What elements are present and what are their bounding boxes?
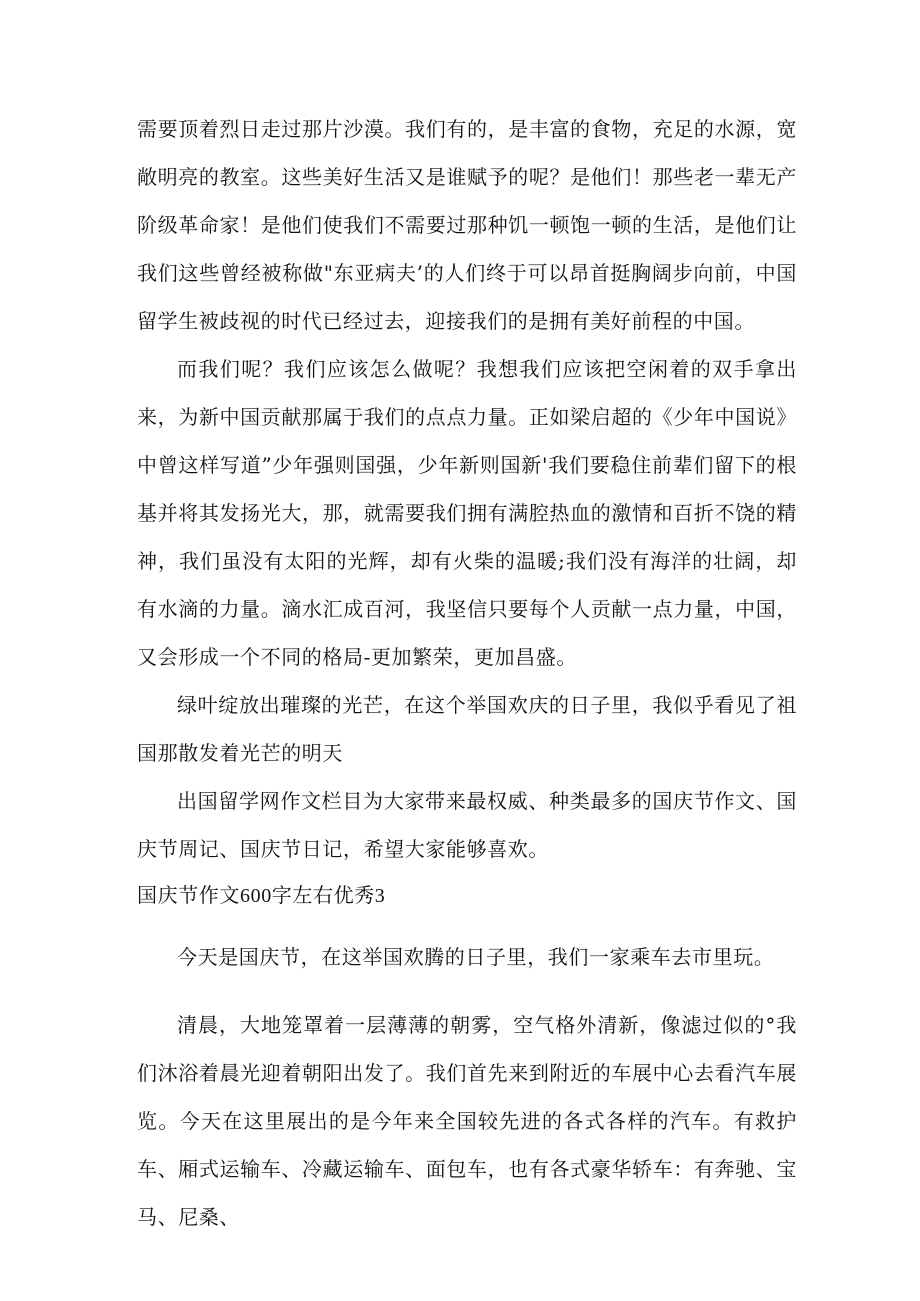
paragraph-3: 绿叶绽放出璀璨的光芒，在这个举国欢庆的日子里，我似乎看见了祖国那散发着光芒的明天 — [137, 693, 797, 765]
section-heading: 国庆节作文600字左右优秀3 — [137, 885, 386, 907]
section-heading-block — [137, 872, 797, 920]
paragraph-5: 今天是国庆节，在这举国欢腾的日子里，我们一家乘车去市里玩。 — [177, 945, 775, 969]
paragraph-1: 需要顶着烈日走过那片沙漠。我们有的，是丰富的食物，充足的水源，宽敞明亮的教室。这些美好生活又是谁赋予的呢？是他们！那些老一辈无产阶级革命家！是他们使我们不需要过那种饥一顿饱一顿的生活，是他们让我们这些曾经被称做"东亚病夫’的人们终于可以昂首挺胸阔步向前，中国留学生被歧视的时代已经过去，迎接我们的是拥有美好前程的中国。 — [137, 117, 797, 333]
document-body-continued — [137, 933, 797, 1241]
paragraph-6: 清晨，大地笼罩着一层薄薄的朝雾，空气格外清新，像滤过似的°我们沐浴着晨光迎着朝阳出发了。我们首先来到附近的车展中心去看汽车展览。今天在这里展出的是今年来全国较先进的各式各样的汽车。有救护车、厢式运输车、冷藏运输车、面包车，也有各式豪华轿车：有奔驰、宝马、尼桑、 — [137, 1013, 797, 1229]
paragraph-2: 而我们呢？我们应该怎么做呢？我想我们应该把空闲着的双手拿出来，为新中国贡献那属于我们的点点力量。正如梁启超的《少年中国说》中曾这样写道”少年强则国强，少年新则国新'我们要稳住前辈们留下的根基并将其发扬光大，那，就需要我们拥有满腔热血的激情和百折不饶的精神，我们虽没有太阳的光辉，却有火柴的温暖;我们没有海洋的壮阔，却有水滴的力量。滴水汇成百河，我坚信只要每个人贡献一点力量，中国，又会形成一个不同的格局-更加繁荣，更加昌盛。 — [137, 357, 797, 669]
document-body — [137, 105, 797, 873]
paragraph-4: 出国留学网作文栏目为大家带来最权威、种类最多的国庆节作文、国庆节周记、国庆节日记，希望大家能够喜欢。 — [137, 789, 797, 861]
